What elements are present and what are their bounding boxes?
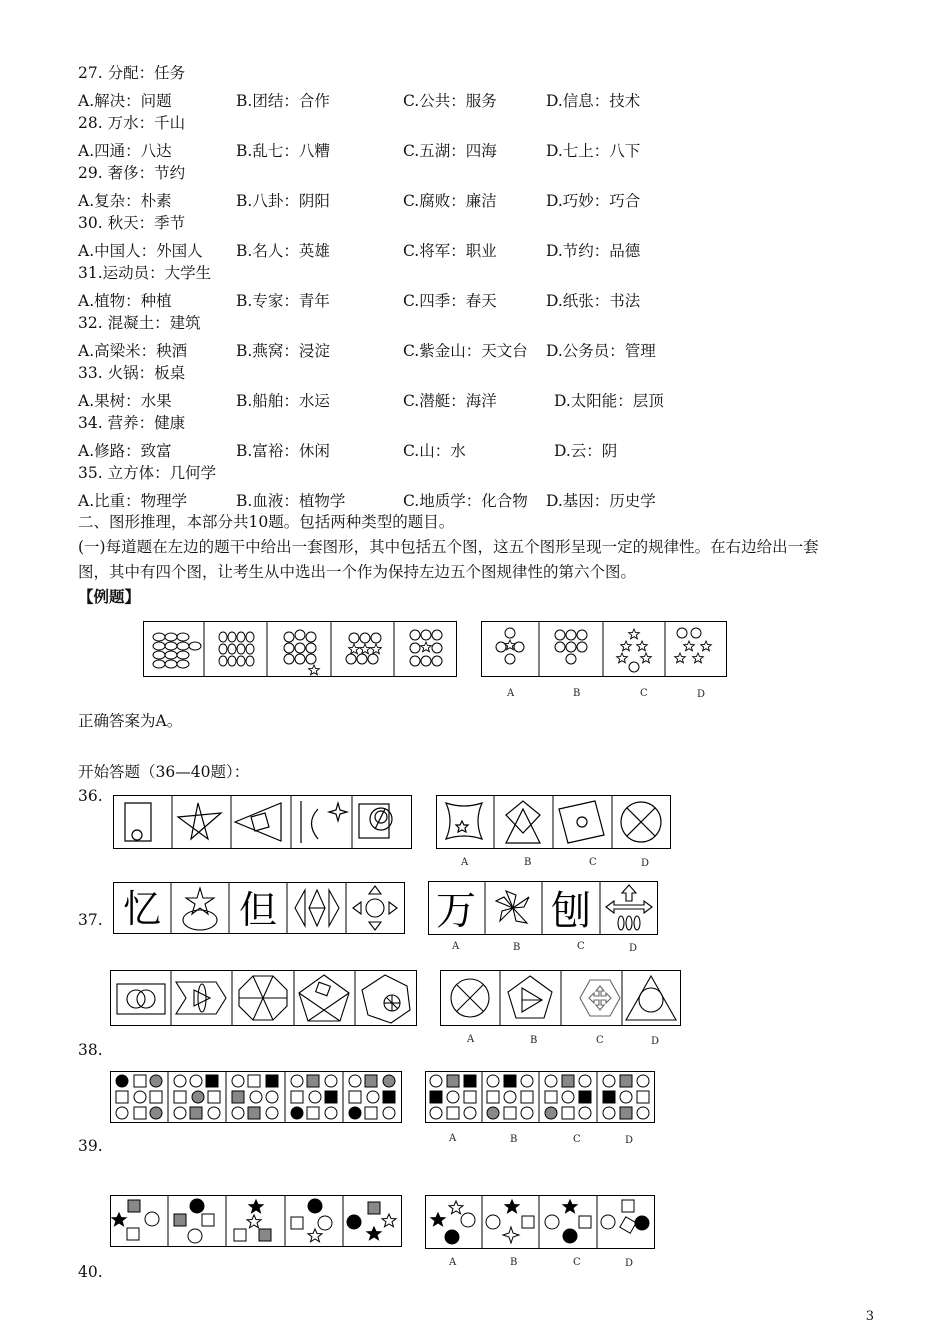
question-stem: 31.运动员：大学生 bbox=[78, 264, 212, 282]
example-options-figure bbox=[481, 621, 727, 677]
question-option-d: D.信息：技术 bbox=[546, 92, 641, 110]
question-option-d: D.巧妙：巧合 bbox=[546, 192, 641, 210]
question-option-a: A.四通：八达 bbox=[78, 142, 172, 160]
question-option-b: B.八卦：阴阳 bbox=[236, 192, 330, 210]
question-stem: 35. 立方体：几何学 bbox=[78, 464, 217, 482]
q37-option-glyph-c: 刨 bbox=[551, 888, 591, 934]
start-note: 开始答题（36—40题）： bbox=[78, 763, 250, 781]
q38-label-c: C bbox=[596, 1035, 604, 1046]
question-option-b: B.团结：合作 bbox=[236, 92, 330, 110]
question-option-d: D.基因：历史学 bbox=[546, 492, 656, 510]
q37-option-glyph-a: 万 bbox=[436, 888, 476, 934]
q36-label-c: C bbox=[589, 857, 597, 868]
q37-label-c: C bbox=[577, 941, 585, 952]
example-question-figure bbox=[143, 621, 457, 677]
q38-label-d: D bbox=[651, 1036, 660, 1047]
q38-label-b: B bbox=[530, 1035, 538, 1046]
question-option-d: D.纸张：书法 bbox=[546, 292, 641, 310]
question-option-d: D.七上：八下 bbox=[546, 142, 641, 160]
q37-label-b: B bbox=[513, 942, 521, 953]
q40-label-d: D bbox=[625, 1258, 634, 1269]
q36-label-b: B bbox=[524, 857, 532, 868]
question-option-c: C.五湖：四海 bbox=[403, 142, 497, 160]
q39-label-b: B bbox=[510, 1134, 518, 1145]
question-option-c: C.腐败：廉洁 bbox=[403, 192, 497, 210]
question-38-number: 38. bbox=[78, 1041, 103, 1059]
section-intro-2: 图，其中有四个图，让考生从中选出一个作为保持左边五个图规律性的第六个图。 bbox=[78, 563, 637, 581]
q40-stem-figure bbox=[110, 1195, 402, 1247]
q38-stem-figure bbox=[110, 970, 417, 1026]
q40-options-figure bbox=[425, 1195, 655, 1249]
q36-options-figure bbox=[436, 795, 671, 849]
q37-options-figure bbox=[428, 881, 658, 935]
answer-note: 正确答案为A。 bbox=[78, 712, 183, 730]
q38-label-a: A bbox=[467, 1034, 475, 1045]
question-option-c: C.紫金山：天文台 bbox=[403, 342, 528, 360]
question-option-b: B.血液：植物学 bbox=[236, 492, 346, 510]
q36-stem-figure bbox=[113, 795, 412, 849]
question-option-c: C.将军：职业 bbox=[403, 242, 497, 260]
q40-label-b: B bbox=[510, 1257, 518, 1268]
question-36-number: 36. bbox=[78, 787, 103, 805]
example-label-d: D bbox=[697, 689, 706, 700]
question-option-d: D.太阳能：层顶 bbox=[554, 392, 664, 410]
q37-glyph-1: 忆 bbox=[122, 887, 162, 931]
question-option-d: D.云：阴 bbox=[554, 442, 618, 460]
question-stem: 28. 万水：千山 bbox=[78, 114, 186, 132]
page-number: 3 bbox=[865, 1309, 874, 1324]
q36-label-d: D bbox=[641, 858, 650, 869]
question-stem: 29. 奢侈：节约 bbox=[78, 164, 186, 182]
question-option-c: C.地质学：化合物 bbox=[403, 492, 528, 510]
question-option-b: B.乱七：八糟 bbox=[236, 142, 330, 160]
question-option-a: A.植物：种植 bbox=[78, 292, 172, 310]
question-option-a: A.高梁米：秧酒 bbox=[78, 342, 188, 360]
q39-label-a: A bbox=[449, 1133, 457, 1144]
q37-glyph-3: 但 bbox=[238, 888, 278, 932]
question-option-d: D.公务员：管理 bbox=[546, 342, 656, 360]
question-option-b: B.富裕：休闲 bbox=[236, 442, 330, 460]
q39-stem-figure bbox=[110, 1071, 402, 1123]
q37-label-d: D bbox=[629, 943, 638, 954]
q37-stem-figure bbox=[113, 882, 405, 934]
q36-label-a: A bbox=[461, 857, 469, 868]
question-37-number: 37. bbox=[78, 911, 103, 929]
q40-label-c: C bbox=[573, 1257, 581, 1268]
section-heading: 二、图形推理，本部分共10题。包括两种类型的题目。 bbox=[78, 513, 455, 531]
question-40-number: 40. bbox=[78, 1263, 103, 1281]
question-option-a: A.果树：水果 bbox=[78, 392, 172, 410]
question-option-b: B.名人：英雄 bbox=[236, 242, 330, 260]
question-option-c: C.公共：服务 bbox=[403, 92, 497, 110]
question-option-c: C.四季：春天 bbox=[403, 292, 497, 310]
q39-options-figure bbox=[425, 1071, 655, 1123]
q38-options-figure bbox=[440, 970, 681, 1026]
example-label-c: C bbox=[640, 688, 648, 699]
question-option-d: D.节约：品德 bbox=[546, 242, 641, 260]
question-option-b: B.船舶：水运 bbox=[236, 392, 330, 410]
q37-label-a: A bbox=[452, 941, 460, 952]
section-intro-1: (一)每道题在左边的题干中给出一套图形，其中包括五个图，这五个图形呈现一定的规律性。在右边给出一套 bbox=[78, 538, 819, 556]
question-stem: 33. 火锅：板桌 bbox=[78, 364, 186, 382]
example-label-b: B bbox=[573, 688, 581, 699]
question-stem: 27. 分配：任务 bbox=[78, 64, 186, 82]
example-label-a: A bbox=[507, 688, 515, 699]
q39-label-c: C bbox=[573, 1134, 581, 1145]
question-option-a: A.中国人：外国人 bbox=[78, 242, 203, 260]
q39-label-d: D bbox=[625, 1135, 634, 1146]
question-stem: 34. 营养：健康 bbox=[78, 414, 186, 432]
question-option-b: B.燕窝：浸淀 bbox=[236, 342, 330, 360]
question-option-a: A.复杂：朴素 bbox=[78, 192, 172, 210]
question-option-a: A.修路：致富 bbox=[78, 442, 172, 460]
question-option-c: C.山：水 bbox=[403, 442, 466, 460]
question-stem: 30. 秋天：季节 bbox=[78, 214, 186, 232]
question-39-number: 39. bbox=[78, 1137, 103, 1155]
question-option-b: B.专家：青年 bbox=[236, 292, 330, 310]
question-stem: 32. 混凝土：建筑 bbox=[78, 314, 201, 332]
question-option-c: C.潜艇：海洋 bbox=[403, 392, 497, 410]
q40-label-a: A bbox=[449, 1257, 457, 1268]
question-option-a: A.比重：物理学 bbox=[78, 492, 188, 510]
example-label: 【例题】 bbox=[78, 587, 141, 606]
question-option-a: A.解决：问题 bbox=[78, 92, 172, 110]
